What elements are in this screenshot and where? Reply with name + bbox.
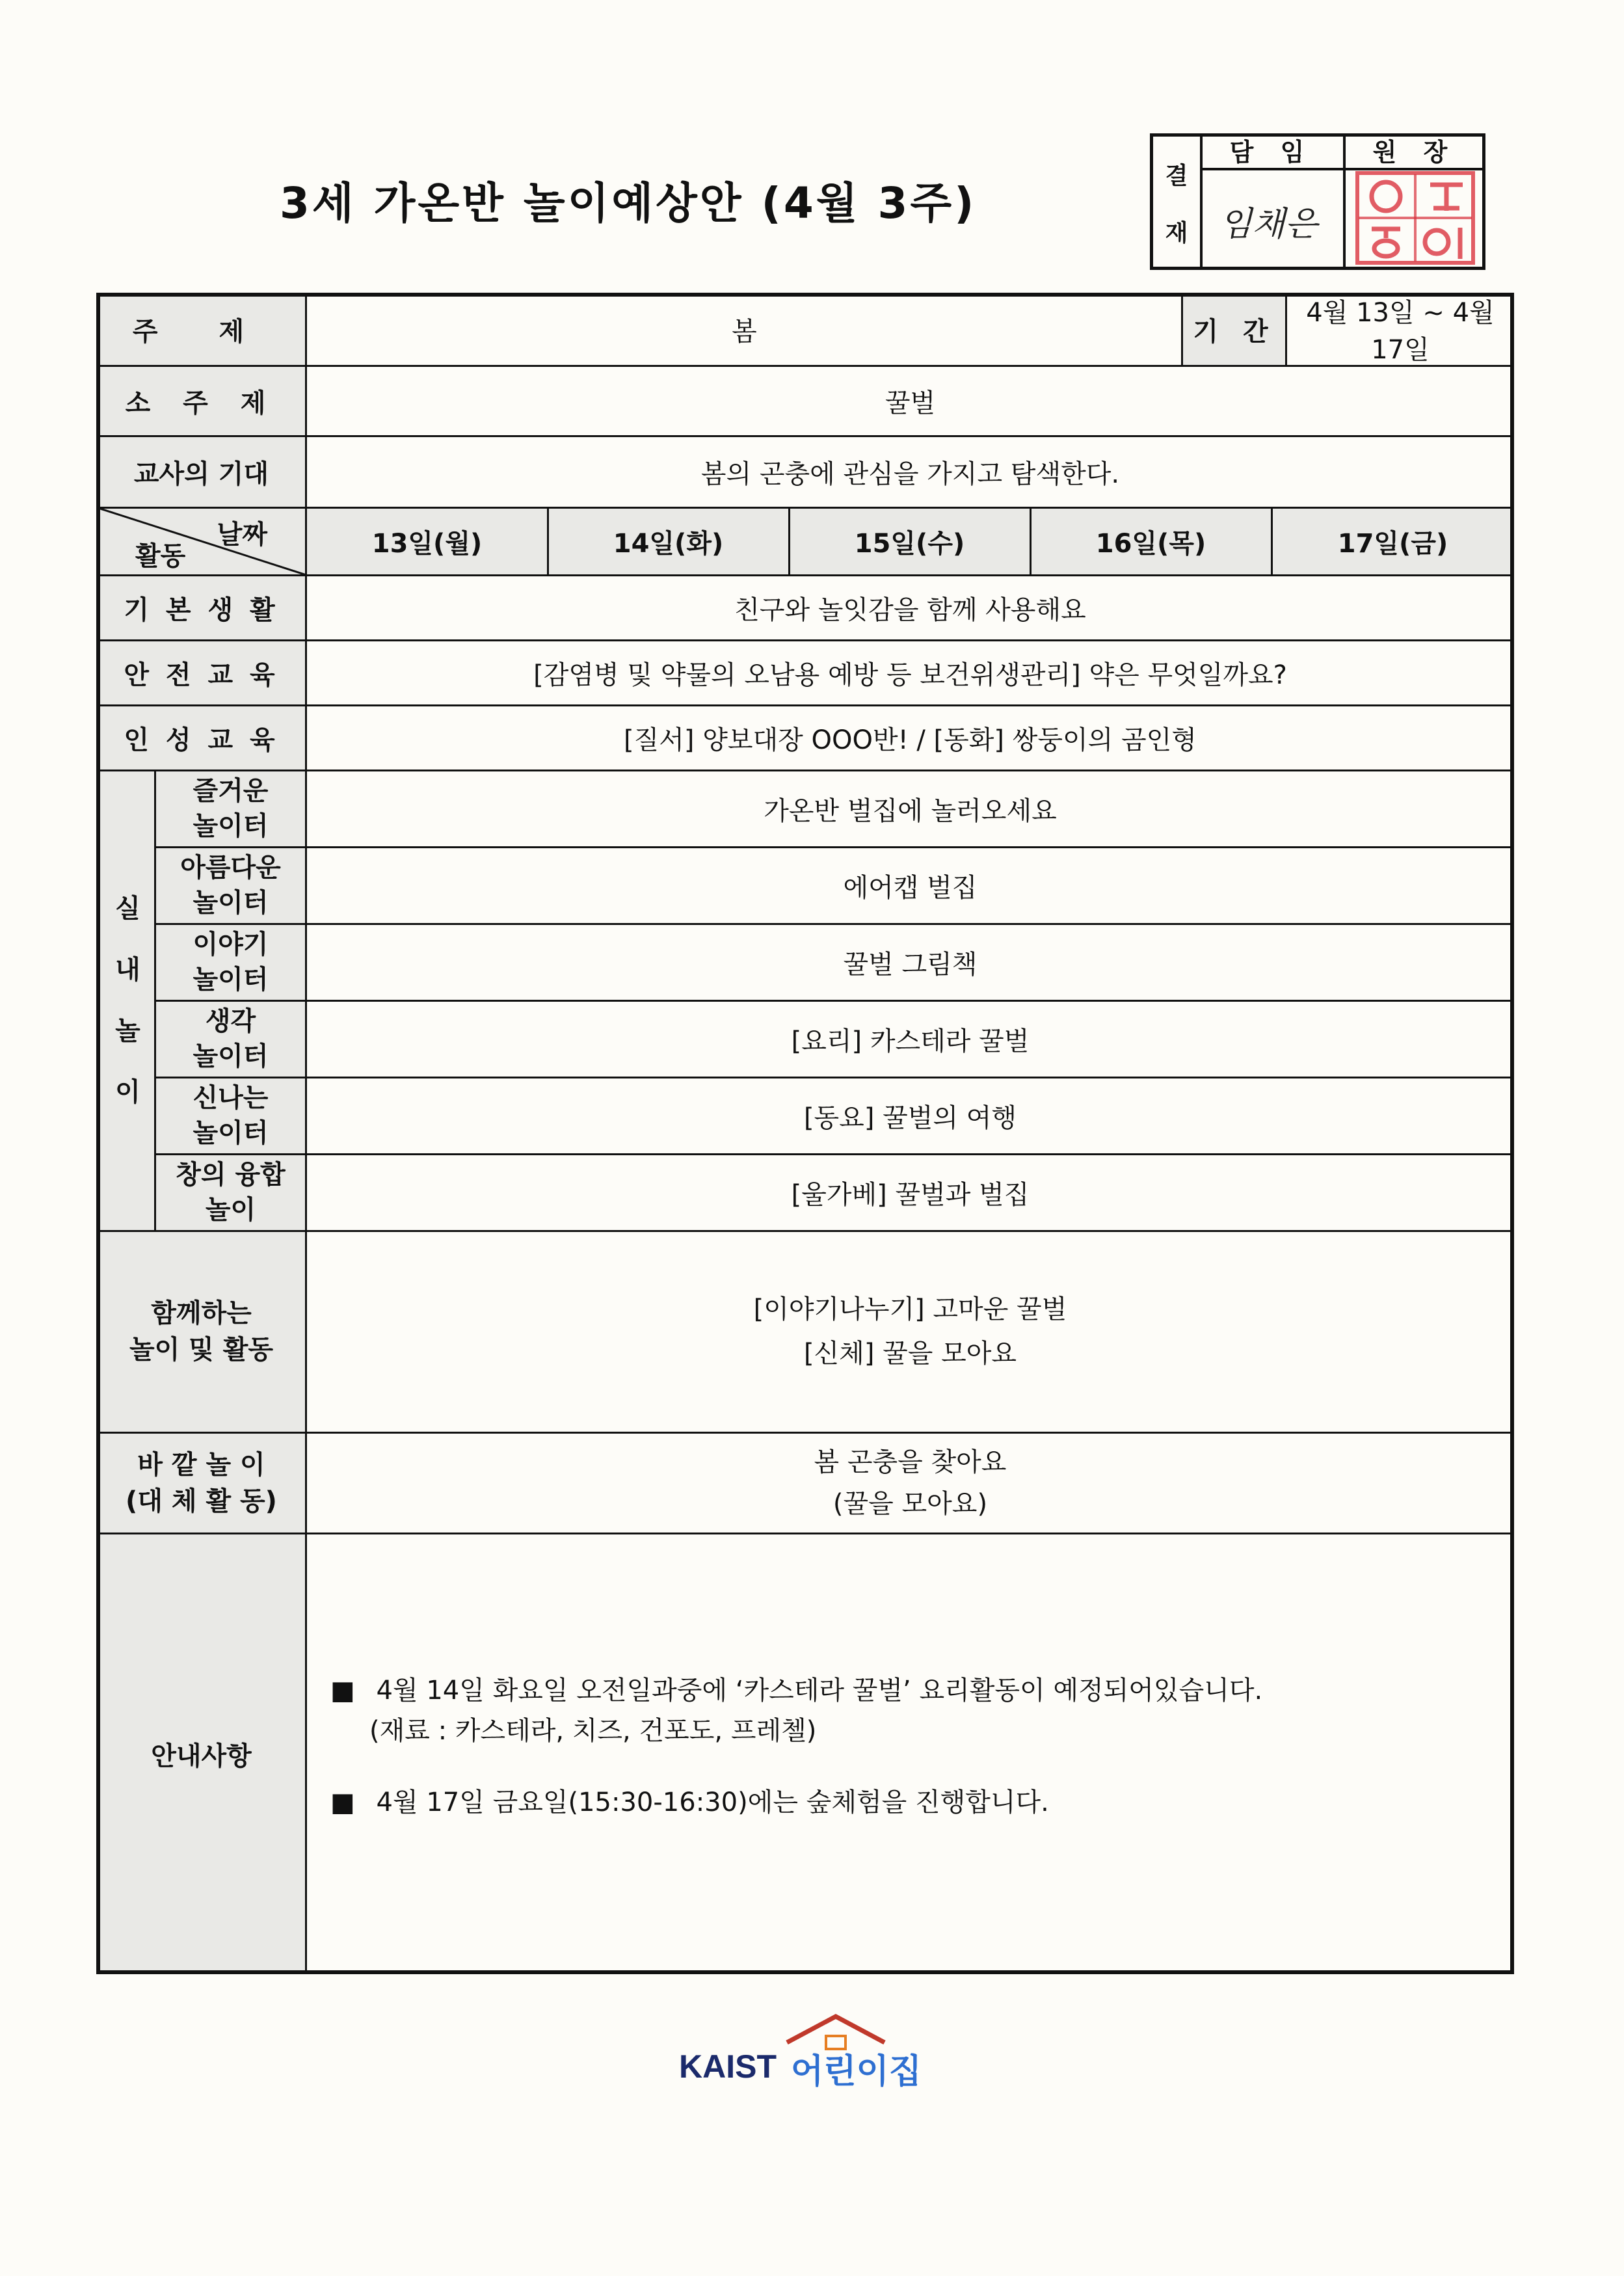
indoor-play-label-text: 실 내 놀 이 <box>111 894 140 1106</box>
theme-value: 봄 <box>732 316 757 347</box>
expectation-label: 교사의 기대 <box>96 436 306 507</box>
indoor-activity-5: [동요] 꿀벌의 여행 <box>803 1103 1017 1133</box>
director-label: 원 장 <box>1346 137 1484 170</box>
approval-side-bottom: 재 <box>1165 220 1188 247</box>
character-value: [질서] 양보대장 OOO반! / [동화] 쌍둥이의 곰인형 <box>624 725 1197 755</box>
page-title: 3세 가온반 놀이예상안 (4월 3주) <box>280 178 977 228</box>
indoor-activity-3: 꿀벌 그림책 <box>843 949 978 980</box>
safety-value: [감염병 및 약물의 오남용 예방 등 보건위생관리] 약은 무엇일까요? <box>533 660 1287 690</box>
indoor-area-2: 아름다운 놀이터 <box>155 847 306 924</box>
approval-box <box>1150 133 1485 270</box>
bullet-square-icon: ■ <box>330 1676 355 1706</box>
day-wednesday: 15일(수) <box>789 507 1030 575</box>
notice-area <box>306 1533 1514 1974</box>
day-friday: 17일(금) <box>1271 507 1514 575</box>
basic-life-value: 친구와 놀잇감을 함께 사용해요 <box>734 595 1086 625</box>
basic-life-label: 기 본 생 활 <box>96 575 306 640</box>
outdoor-value <box>306 1432 1514 1533</box>
outdoor-item-2: (꿀을 모아요) <box>832 1488 988 1519</box>
period-label: 기 간 <box>1182 293 1286 366</box>
character-label: 인 성 교 육 <box>96 705 306 770</box>
indoor-area-3: 이야기 놀이터 <box>155 924 306 1000</box>
theme-label: 주 제 <box>96 293 306 366</box>
notice-1-line1: 4월 14일 화요일 오전일과중에 ‘카스테라 꿀벌’ 요리활동이 예정되어있습니다. <box>376 1676 1263 1706</box>
together-label: 함께하는 놀이 및 활동 <box>96 1231 306 1432</box>
homeroom-label: 담 임 <box>1200 137 1346 170</box>
activity-header-label: 활동 <box>135 541 186 571</box>
day-thursday: 16일(목) <box>1030 507 1271 575</box>
notice-item-2 <box>330 1782 1501 1823</box>
outdoor-label: 바 깥 놀 이 (대 체 활 동) <box>96 1432 306 1533</box>
date-activity-header <box>96 507 306 575</box>
notice-2-line1: 4월 17일 금요일(15:30-16:30)에는 숲체험을 진행합니다. <box>376 1787 1049 1817</box>
indoor-area-4: 생각 놀이터 <box>155 1000 306 1077</box>
bullet-square-icon: ■ <box>330 1787 355 1817</box>
together-value <box>306 1231 1514 1432</box>
notice-label: 안내사항 <box>96 1533 306 1974</box>
together-item-1: [이야기나누기] 고마운 꿀벌 <box>753 1294 1067 1324</box>
indoor-activity-4: [요리] 카스테라 꿀벌 <box>791 1026 1030 1056</box>
notice-item-1 <box>330 1670 1501 1751</box>
indoor-area-6: 창의 융합 놀이 <box>155 1154 306 1231</box>
homeroom-signature: 임채은 <box>1219 205 1318 244</box>
diagonal-divider-icon <box>96 507 306 575</box>
logo-brand: KAIST <box>679 2048 777 2085</box>
day-monday: 13일(월) <box>306 507 548 575</box>
together-item-2: [신체] 꿀을 모아요 <box>803 1339 1017 1369</box>
indoor-area-1: 즐거운 놀이터 <box>155 770 306 847</box>
indoor-activity-6: [울가베] 꿀벌과 벌집 <box>791 1179 1030 1210</box>
director-stamp-icon <box>1352 169 1478 267</box>
period-value: 4월 13일 ~ 4월 17일 <box>1306 298 1495 365</box>
indoor-activity-2: 에어캡 벌집 <box>843 872 978 903</box>
indoor-activity-1: 가온반 벌집에 놀러오세요 <box>764 796 1057 826</box>
expectation-value: 봄의 곤충에 관심을 가지고 탐색한다. <box>700 459 1120 489</box>
approval-side-top: 결 <box>1165 163 1188 189</box>
date-header-label: 날짜 <box>217 520 267 550</box>
outdoor-item-1: 봄 곤충을 찾아요 <box>814 1447 1007 1477</box>
day-tuesday: 14일(화) <box>548 507 789 575</box>
indoor-play-label <box>96 770 155 1231</box>
approval-side-label <box>1153 137 1203 267</box>
plan-table <box>96 293 1514 1974</box>
kaist-daycare-logo <box>676 2010 950 2091</box>
safety-label: 안 전 교 육 <box>96 640 306 705</box>
homeroom-signature-cell <box>1200 170 1346 267</box>
logo-name: 어린이집 <box>791 2052 922 2091</box>
indoor-area-5: 신나는 놀이터 <box>155 1077 306 1154</box>
subtheme-value: 꿀벌 <box>885 388 936 418</box>
notice-1-line2: (재료 : 카스테라, 치즈, 건포도, 프레첼) <box>369 1716 817 1746</box>
subtheme-label: 소 주 제 <box>96 366 306 436</box>
